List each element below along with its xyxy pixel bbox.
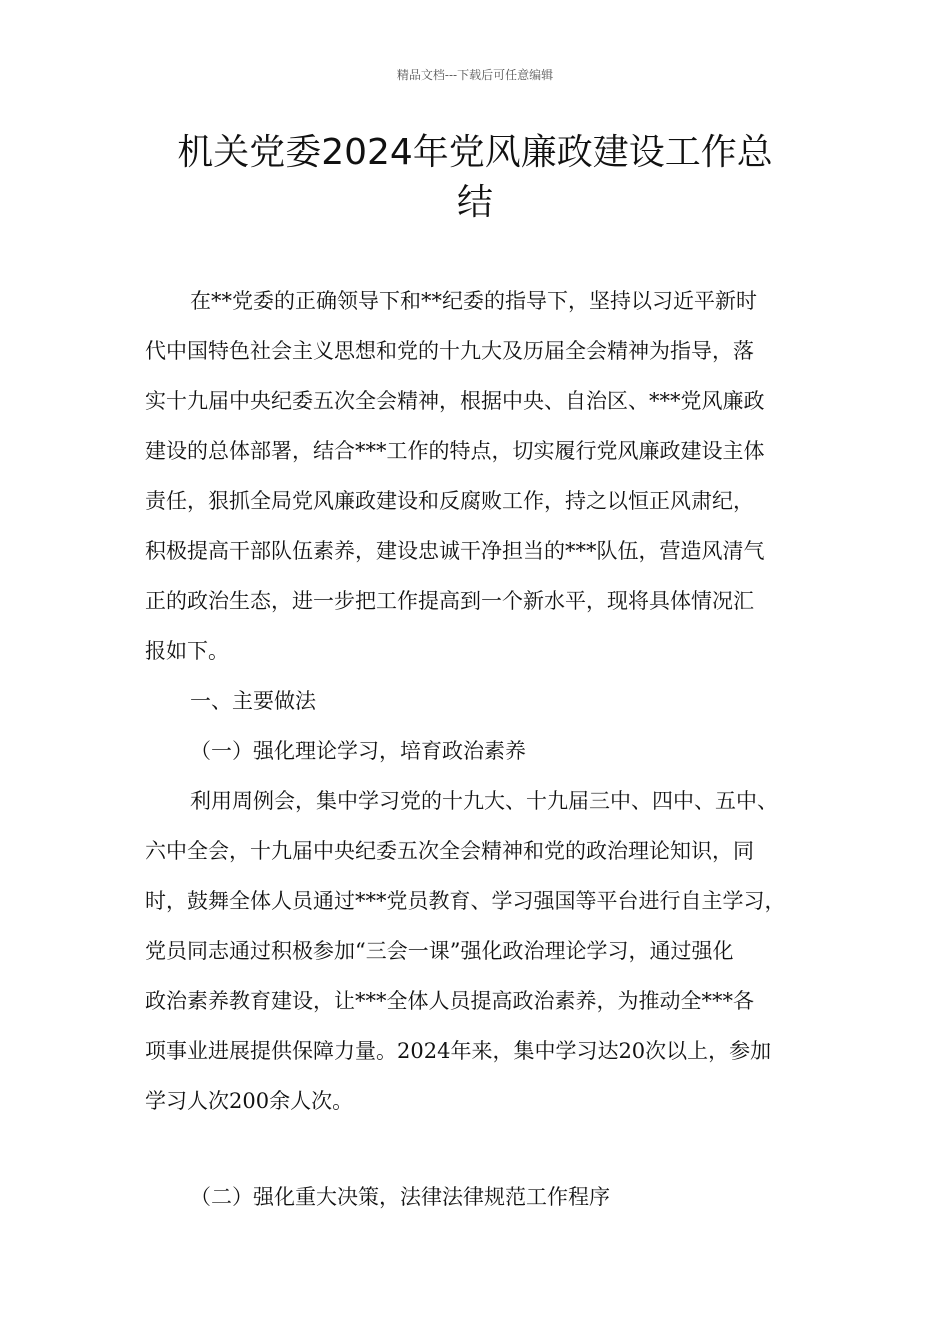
paragraph-line: 项事业进展提供保障力量。2024年来，集中学习达20次以上，参加 <box>145 1039 772 1063</box>
paragraph-line: 党员同志通过积极参加“三会一课”强化政治理论学习，通过强化 <box>145 939 734 963</box>
paragraph-line: 在**党委的正确领导下和**纪委的指导下，坚持以习近平新时 <box>190 289 757 313</box>
paragraph-line: 六中全会，十九届中央纪委五次全会精神和党的政治理论知识，同 <box>145 839 754 863</box>
section-heading: 一、主要做法 <box>190 689 316 713</box>
paragraph-line: 利用周例会，集中学习党的十九大、十九届三中、四中、五中、 <box>190 789 778 813</box>
paragraph-line: 正的政治生态，进一步把工作提高到一个新水平，现将具体情况汇 <box>145 589 754 613</box>
paragraph-line: 建设的总体部署，结合***工作的特点，切实履行党风廉政建设主体 <box>145 439 765 463</box>
paragraph-line: 积极提高干部队伍素养，建设忠诚干净担当的***队伍，营造风清气 <box>145 539 765 563</box>
paragraph-line: 实十九届中央纪委五次全会精神，根据中央、自治区、***党风廉政 <box>145 389 765 413</box>
paragraph-line: 代中国特色社会主义思想和党的十九大及历届全会精神为指导，落 <box>145 339 754 363</box>
paragraph-line: 责任，狠抓全局党风廉政建设和反腐败工作，持之以恒正风肃纪， <box>145 489 754 513</box>
document-title <box>120 128 830 228</box>
title-line-1: 机关党委2024年党风廉政建设工作总 <box>177 132 773 173</box>
paragraph-line: 报如下。 <box>145 639 229 663</box>
subsection-heading: （二）强化重大决策，法律法律规范工作程序 <box>190 1185 610 1209</box>
paragraph-line: 时，鼓舞全体人员通过***党员教育、学习强国等平台进行自主学习， <box>145 889 786 913</box>
paragraph-line: 学习人次200余人次。 <box>145 1089 354 1113</box>
paragraph-line: 政治素养教育建设，让***全体人员提高政治素养，为推动全***各 <box>145 989 754 1013</box>
subsection-heading: （一）强化理论学习，培育政治素养 <box>190 739 526 763</box>
page-header: 精品文档---下载后可任意编辑 <box>396 68 554 82</box>
title-line-2: 结 <box>456 182 493 223</box>
